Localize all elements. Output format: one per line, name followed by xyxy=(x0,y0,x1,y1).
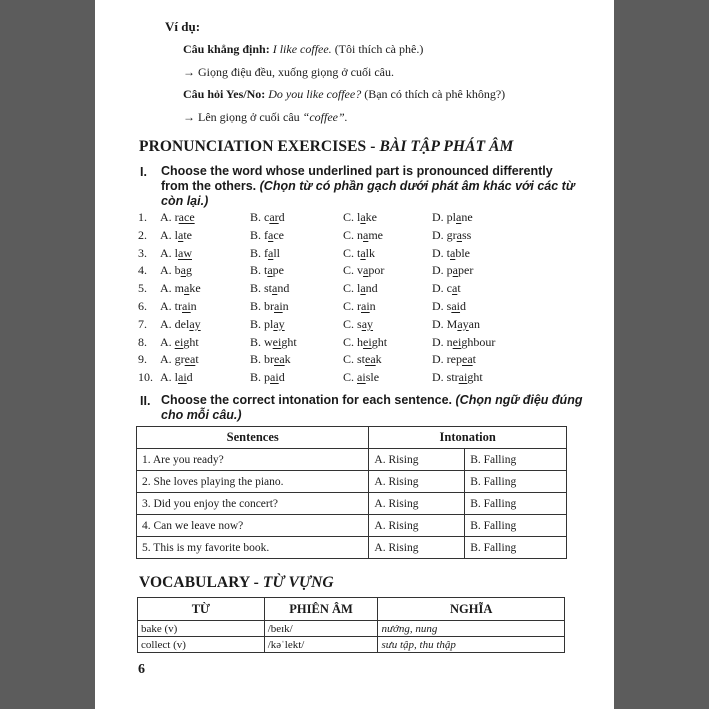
word-cell: bake (v) xyxy=(138,621,265,637)
underlined-part: ace xyxy=(178,210,195,224)
option-text: B. pl xyxy=(250,316,274,331)
option-a xyxy=(160,352,199,367)
option-text: an xyxy=(468,316,480,331)
option-text: C. t xyxy=(343,245,361,260)
exercise2-line1 xyxy=(161,393,582,408)
option-text: B. br xyxy=(250,352,274,367)
vocabulary-heading xyxy=(139,574,334,592)
header-meaning: NGHĨA xyxy=(378,598,565,621)
option-a xyxy=(160,263,192,278)
question-translation: (Bạn có thích cà phê không?) xyxy=(364,87,506,101)
exercise1-line2-vi: (Chọn từ có phần gạch dưới phát âm khác với các từ xyxy=(259,179,575,193)
exercise2-instructions xyxy=(161,393,582,423)
falling-cell: B. Falling xyxy=(465,515,567,537)
option-text: B. p xyxy=(250,370,271,385)
example-affirmative xyxy=(183,42,423,57)
option-text: A. b xyxy=(160,263,181,278)
option-text: ke xyxy=(189,281,201,296)
rising-cell: A. Rising xyxy=(369,449,465,471)
header-intonation: Intonation xyxy=(369,427,567,449)
underlined-part: a xyxy=(450,245,456,260)
underlined-part: ai xyxy=(451,299,461,313)
example-question-note xyxy=(183,110,348,125)
option-text: A. xyxy=(160,334,175,349)
header-ipa: PHIÊN ÂM xyxy=(264,598,378,621)
question-number: 6. xyxy=(138,299,147,313)
option-a xyxy=(160,210,195,225)
option-d xyxy=(432,352,476,367)
option-text: ce xyxy=(273,227,284,242)
option-text: nd xyxy=(365,281,378,296)
option-c xyxy=(343,263,384,278)
affirmative-translation: (Tôi thích cà phê.) xyxy=(334,42,424,56)
question-label: Câu hỏi Yes/No: xyxy=(183,87,266,101)
rising-cell: A. Rising xyxy=(369,471,465,493)
option-text: A. m xyxy=(160,281,184,296)
intonation-row xyxy=(137,449,567,471)
underlined-part: ai xyxy=(357,370,366,385)
option-c xyxy=(343,281,378,296)
option-text: ble xyxy=(455,245,470,260)
exercise2-line2: cho mỗi câu.) xyxy=(161,408,242,422)
exercise2-line1-en: Choose the correct intonation for each sentence. xyxy=(161,393,453,407)
option-text: C. st xyxy=(343,352,366,367)
option-text: ke xyxy=(365,210,377,224)
option-b xyxy=(250,370,285,385)
underlined-part: a xyxy=(267,263,273,278)
option-text: t xyxy=(195,352,199,367)
option-text: d xyxy=(460,299,467,313)
pronunciation-title: PRONUNCIATION EXERCISES - xyxy=(139,138,376,155)
underlined-part: ay xyxy=(361,316,374,331)
option-text: A. gr xyxy=(160,352,185,367)
ipa-cell: /kəˈlekt/ xyxy=(264,637,378,653)
vocabulary-row xyxy=(138,621,565,637)
option-c xyxy=(343,335,387,350)
option-a xyxy=(160,370,193,385)
pronunciation-title-vi: BÀI TẬP PHÁT ÂM xyxy=(379,138,514,155)
falling-cell: B. Falling xyxy=(465,449,567,471)
option-text: d xyxy=(278,370,285,385)
option-c xyxy=(343,352,382,367)
falling-cell: B. Falling xyxy=(465,493,567,515)
underlined-part: a xyxy=(360,245,366,260)
underlined-part: ei xyxy=(452,334,462,349)
exercise2-line1-vi: (Chọn ngữ điệu đúng xyxy=(455,393,583,407)
underlined-part: ea xyxy=(184,352,196,367)
example-label: Ví dụ: xyxy=(165,19,201,34)
option-text: A. tr xyxy=(160,299,182,313)
underlined-part: ei xyxy=(272,334,282,349)
sentence-cell: 1. Are you ready? xyxy=(137,449,369,471)
option-b xyxy=(250,210,285,225)
option-a xyxy=(160,246,192,261)
exercise1-line3: còn lại.) xyxy=(161,194,209,208)
left-margin-bar xyxy=(0,0,95,709)
underlined-part: ea xyxy=(274,352,285,367)
intonation-row xyxy=(137,471,567,493)
underlined-part: a xyxy=(456,210,462,224)
option-text: n xyxy=(282,299,289,313)
option-text: C. n xyxy=(343,227,364,242)
intonation-header-row xyxy=(137,427,567,449)
option-text: D. n xyxy=(432,334,453,349)
underlined-part: a xyxy=(452,281,458,296)
underlined-part: a xyxy=(452,263,458,278)
rising-cell: A. Rising xyxy=(369,493,465,515)
option-text: D. p xyxy=(432,263,453,278)
underlined-part: ar xyxy=(269,210,279,224)
underlined-part: ai xyxy=(178,370,187,385)
option-b xyxy=(250,263,284,278)
option-d xyxy=(432,228,471,243)
option-text: A. r xyxy=(160,210,179,224)
option-text: lk xyxy=(365,245,376,260)
option-b xyxy=(250,317,285,332)
option-text: C. s xyxy=(343,316,362,331)
sentence-cell: 2. She loves playing the piano. xyxy=(137,471,369,493)
option-a xyxy=(160,228,192,243)
option-text: B. f xyxy=(250,245,268,260)
option-text: g xyxy=(186,263,192,278)
option-text: k xyxy=(375,352,382,367)
option-c xyxy=(343,370,379,385)
falling-cell: B. Falling xyxy=(465,471,567,493)
underlined-part: ai xyxy=(458,370,468,385)
exercise1-number: I. xyxy=(140,165,147,179)
meaning-cell: sưu tập, thu thập xyxy=(378,637,565,653)
option-text: B. br xyxy=(250,299,274,313)
underlined-part: ei xyxy=(174,334,184,349)
affirmative-label: Câu khẳng định: xyxy=(183,42,270,56)
vocabulary-title-vi: TỪ VỰNG xyxy=(262,574,334,591)
underlined-part: aw xyxy=(178,245,192,260)
option-text: C. h xyxy=(343,334,364,349)
exercise1-line1: Choose the word whose underlined part is pronounced differently xyxy=(161,164,553,178)
option-text: ll xyxy=(273,245,280,260)
sentence-cell: 4. Can we leave now? xyxy=(137,515,369,537)
option-text: B. st xyxy=(250,281,273,296)
underlined-part: a xyxy=(268,227,274,242)
option-text: ght xyxy=(183,334,199,349)
meaning-cell: nướng, nung xyxy=(378,621,565,637)
intonation-row xyxy=(137,515,567,537)
underlined-part: a xyxy=(272,281,278,296)
right-margin-bar xyxy=(614,0,709,709)
exercise1-line2 xyxy=(161,179,575,194)
option-text: D. gr xyxy=(432,227,457,242)
option-text: d xyxy=(278,210,285,224)
option-b xyxy=(250,281,289,296)
underlined-part: a xyxy=(456,227,462,242)
option-text: ght xyxy=(467,370,483,385)
header-word: TỪ xyxy=(138,598,265,621)
option-b xyxy=(250,299,289,314)
option-text: D. M xyxy=(432,316,458,331)
underlined-part: ei xyxy=(363,334,372,349)
question-sentence: Do you like coffee? xyxy=(268,87,362,101)
exercise2-number: II. xyxy=(140,394,151,408)
word-cell: collect (v) xyxy=(138,637,265,653)
underlined-part: ai xyxy=(274,299,283,313)
affirmative-sentence: I like coffee. xyxy=(272,42,332,56)
exercise1-line2-en: from the others. xyxy=(161,179,257,193)
option-d xyxy=(432,335,495,350)
option-d xyxy=(432,299,466,314)
option-a xyxy=(160,281,201,296)
option-d xyxy=(432,263,473,278)
vocabulary-row xyxy=(138,637,565,653)
option-a xyxy=(160,335,199,350)
option-text: me xyxy=(368,227,384,242)
question-note-text: → Lên giọng ở cuối câu xyxy=(183,110,300,124)
vocabulary-table xyxy=(137,597,565,653)
header-sentences: Sentences xyxy=(137,427,369,449)
option-text: t xyxy=(472,352,476,367)
option-c xyxy=(343,299,376,314)
example-affirmative-note: → Giọng điệu đều, xuống giọng ở cuối câu. xyxy=(183,65,394,79)
underlined-part: ea xyxy=(462,352,473,367)
intonation-row xyxy=(137,493,567,515)
underlined-part: a xyxy=(178,227,184,242)
option-d xyxy=(432,281,461,296)
vocabulary-header-row xyxy=(138,598,565,621)
option-a xyxy=(160,299,197,314)
option-text: ghbour xyxy=(461,334,496,349)
option-text: ne xyxy=(461,210,473,224)
option-text: por xyxy=(368,263,385,278)
underlined-part: a xyxy=(360,210,366,224)
underlined-part: a xyxy=(180,263,186,278)
option-text: pe xyxy=(272,263,284,278)
option-b xyxy=(250,228,284,243)
option-c xyxy=(343,317,373,332)
underlined-part: ai xyxy=(182,299,191,313)
option-text: n xyxy=(190,299,197,313)
option-d xyxy=(432,370,483,385)
option-text: C. l xyxy=(343,210,361,224)
option-b xyxy=(250,352,291,367)
option-d xyxy=(432,246,470,261)
option-text: D. str xyxy=(432,370,459,385)
option-text: B. c xyxy=(250,210,270,224)
underlined-part: a xyxy=(360,281,366,296)
pronunciation-heading xyxy=(139,138,513,156)
underlined-part: ea xyxy=(365,352,376,367)
underlined-part: ay xyxy=(457,316,469,331)
underlined-part: a xyxy=(184,281,190,296)
option-text: C. v xyxy=(343,263,364,278)
sentence-cell: 5. This is my favorite book. xyxy=(137,537,369,559)
question-number: 2. xyxy=(138,227,147,242)
option-text: C. r xyxy=(343,299,361,313)
rising-cell: A. Rising xyxy=(369,537,465,559)
option-text: A. l xyxy=(160,227,178,242)
option-text: D. c xyxy=(432,281,452,296)
option-text: ght xyxy=(371,334,388,349)
underlined-part: a xyxy=(363,227,369,242)
example-question xyxy=(183,87,505,102)
intonation-table xyxy=(136,426,567,559)
option-c xyxy=(343,228,383,243)
option-d xyxy=(432,317,480,332)
underlined-part: ay xyxy=(189,316,201,331)
question-number: 10. xyxy=(138,370,153,385)
option-text: A. l xyxy=(160,245,178,260)
option-text: A. l xyxy=(160,370,178,385)
question-number: 5. xyxy=(138,281,147,296)
option-text: C. l xyxy=(343,281,361,296)
falling-cell: B. Falling xyxy=(465,537,567,559)
option-text: k xyxy=(284,352,291,367)
option-text: n xyxy=(369,299,376,313)
question-number: 1. xyxy=(138,210,147,224)
option-text: D. t xyxy=(432,245,450,260)
underlined-part: ai xyxy=(270,370,279,385)
option-text: B. t xyxy=(250,263,268,278)
option-c xyxy=(343,246,375,261)
vocabulary-title: VOCABULARY - xyxy=(139,574,259,591)
option-c xyxy=(343,210,377,225)
exercise1-instructions xyxy=(161,164,575,209)
option-b xyxy=(250,335,297,350)
option-b xyxy=(250,246,280,261)
underlined-part: a xyxy=(363,263,369,278)
underlined-part: a xyxy=(268,245,274,260)
question-number: 8. xyxy=(138,334,147,349)
option-text: D. s xyxy=(432,299,452,313)
option-text: C. xyxy=(343,370,358,385)
question-note-word: “coffee”. xyxy=(302,110,348,124)
option-text: B. f xyxy=(250,227,268,242)
question-number: 7. xyxy=(138,316,147,331)
page-number: 6 xyxy=(138,662,145,677)
rising-cell: A. Rising xyxy=(369,515,465,537)
option-a xyxy=(160,317,201,332)
question-number: 3. xyxy=(138,245,147,260)
option-text: D. pl xyxy=(432,210,456,224)
option-text: ss xyxy=(462,227,472,242)
option-text: sle xyxy=(365,370,380,385)
question-number: 9. xyxy=(138,352,147,367)
option-text: t xyxy=(457,281,461,296)
option-text: ght xyxy=(281,334,297,349)
question-number: 4. xyxy=(138,263,147,278)
option-text: per xyxy=(458,263,474,278)
intonation-row xyxy=(137,537,567,559)
option-text: nd xyxy=(277,281,290,296)
underlined-part: ay xyxy=(273,316,285,331)
option-d xyxy=(432,210,473,225)
book-page xyxy=(95,0,614,709)
option-text: d xyxy=(186,370,193,385)
option-text: A. del xyxy=(160,316,190,331)
sentence-cell: 3. Did you enjoy the concert? xyxy=(137,493,369,515)
option-text: te xyxy=(183,227,192,242)
underlined-part: ai xyxy=(361,299,370,313)
ipa-cell: /beɪk/ xyxy=(264,621,378,637)
option-text: D. rep xyxy=(432,352,462,367)
option-text: B. w xyxy=(250,334,273,349)
